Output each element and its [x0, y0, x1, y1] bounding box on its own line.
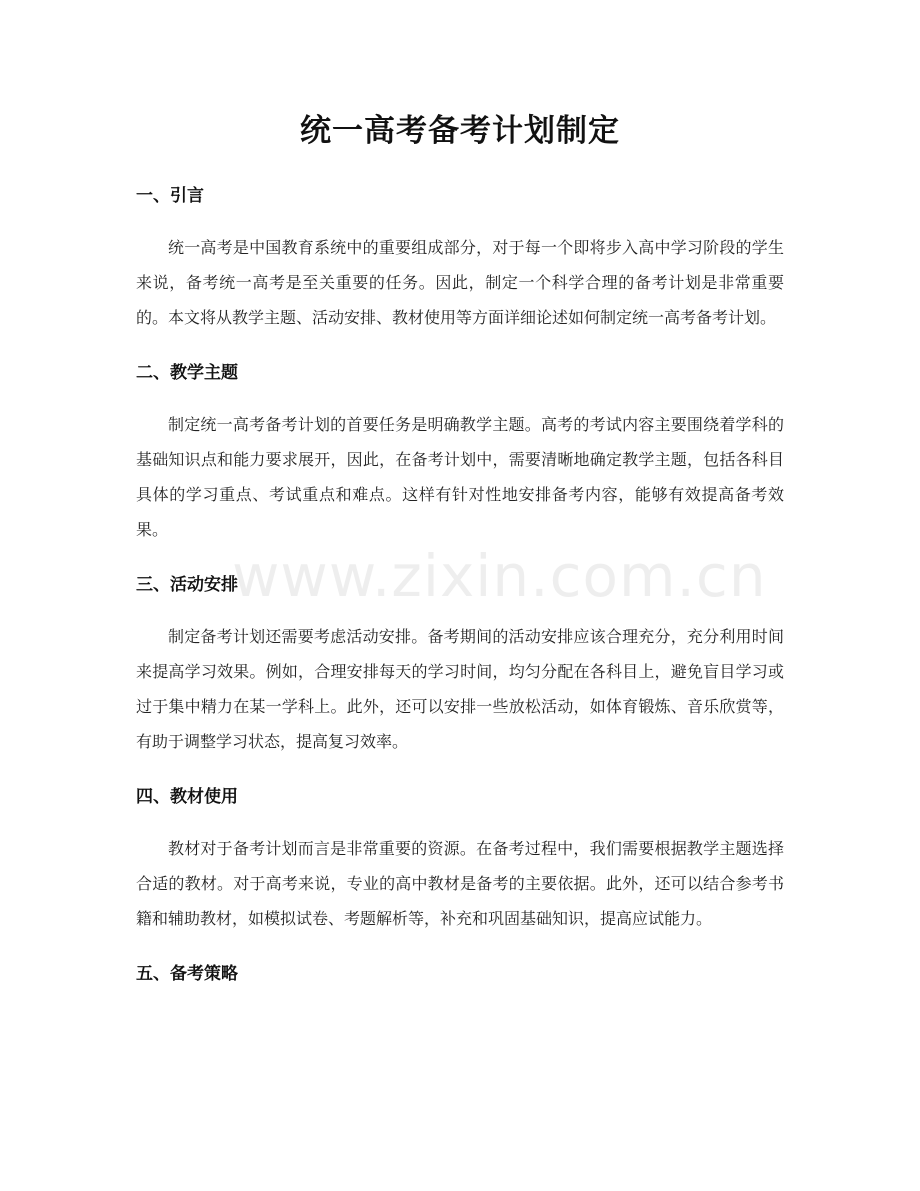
section-textbook-usage: [136, 785, 784, 936]
section-heading: 一、引言: [136, 186, 204, 206]
section-exam-strategy: [136, 962, 784, 986]
section-heading: 五、备考策略: [136, 964, 238, 984]
section-paragraph: 制定统一高考备考计划的首要任务是明确教学主题。高考的考试内容主要围绕着学科的基础知识点和能力要求展开，因此，在备考计划中，需要清晰地确定教学主题，包括各科目具体的学习重点、考试重点和难点。这样有针对性地安排备考内容，能够有效提高备考效果。: [136, 415, 784, 539]
section-paragraph: 制定备考计划还需要考虑活动安排。备考期间的活动安排应该合理充分，充分利用时间来提高学习效果。例如，合理安排每天的学习时间，均匀分配在各科目上，避免盲目学习或过于集中精力在某一学科上。此外，还可以安排一些放松活动，如体育锻炼、音乐欣赏等，有助于调整学习状态，提高复习效率。: [136, 627, 784, 751]
section-teaching-theme: [136, 361, 784, 547]
section-paragraph: 统一高考是中国教育系统中的重要组成部分，对于每一个即将步入高中学习阶段的学生来说，备考统一高考是至关重要的任务。因此，制定一个科学合理的备考计划是非常重要的。本文将从教学主题、活动安排、教材使用等方面详细论述如何制定统一高考备考计划。: [136, 238, 784, 327]
document-title: 统一高考备考计划制定: [300, 113, 620, 149]
section-activity-arrangement: [136, 573, 784, 759]
section-introduction: [136, 184, 784, 335]
section-heading: 二、教学主题: [136, 363, 238, 383]
watermark: www.zixin.com.cn: [232, 542, 767, 610]
section-heading: 四、教材使用: [136, 787, 238, 807]
section-paragraph: 教材对于备考计划而言是非常重要的资源。在备考过程中，我们需要根据教学主题选择合适的教材。对于高考来说，专业的高中教材是备考的主要依据。此外，还可以结合参考书籍和辅助教材，如模拟试卷、考题解析等，补充和巩固基础知识，提高应试能力。: [136, 839, 784, 928]
section-heading: 三、活动安排: [136, 575, 238, 595]
